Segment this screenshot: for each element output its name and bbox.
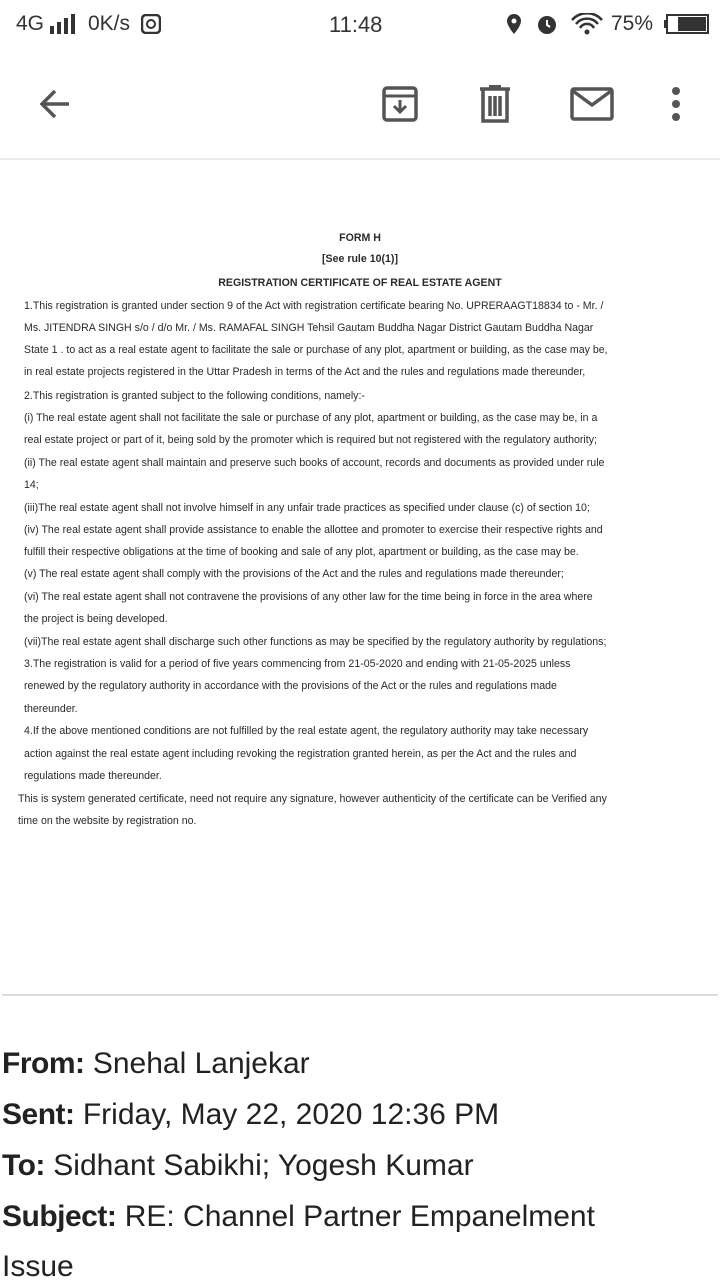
battery-percent: 75%: [611, 12, 654, 35]
certificate-line: thereunder.: [24, 703, 78, 715]
certificate-line: time on the website by registration no.: [18, 815, 197, 827]
sent-value: Friday, May 22, 2020 12:36 PM: [82, 1098, 500, 1131]
email-to: [2, 1149, 474, 1183]
certificate-line: (iv) The real estate agent shall provide assistance to enable the allottee and promoter to exercise their respective rights and: [24, 524, 603, 536]
certificate-line: 1.This registration is granted under section 9 of the Act with registration certificate bearing No. UPRERAAGT18834 to - Mr. /: [24, 300, 604, 312]
sent-label: Sent:: [2, 1098, 75, 1131]
certificate-line: Ms. JITENDRA SINGH s/o / d/o Mr. / Ms. RAMAFAL SINGH Tehsil Gautam Buddha Nagar District Gautam Buddha Nagar: [24, 322, 594, 334]
from-value: Snehal Lanjekar: [92, 1047, 310, 1080]
certificate-line: This is system generated certificate, need not require any signature, however authenticity of the certificate can be Verified any: [18, 793, 607, 805]
to-value: Sidhant Sabikhi; Yogesh Kumar: [53, 1149, 474, 1182]
mail-icon[interactable]: [568, 80, 616, 128]
certificate-line: regulations made thereunder.: [24, 770, 162, 782]
signal-icon: [50, 14, 76, 40]
email-sent: [2, 1098, 499, 1132]
certificate-line: (ii) The real estate agent shall maintain and preserve such books of account, records and documents as provided under rule: [24, 457, 605, 469]
form-title: FORM H: [339, 232, 381, 244]
certificate-line: (vi) The real estate agent shall not contravene the provisions of any other law for the time being in force in the area where: [24, 591, 593, 603]
trash-icon[interactable]: [471, 80, 519, 128]
certificate-line: (v) The real estate agent shall comply with the provisions of the Act and the rules and regulations made thereunder;: [24, 568, 564, 580]
toolbar: [0, 50, 720, 160]
form-subtitle: [See rule 10(1)]: [322, 253, 398, 265]
from-label: From:: [2, 1047, 85, 1080]
email-from: [2, 1047, 310, 1081]
certificate-line: the project is being developed.: [24, 613, 168, 625]
data-saver-icon: [141, 14, 161, 40]
certificate-line: State 1 . to act as a real estate agent to facilitate the sale or purchase of any plot, apartment or building, as the case may be,: [24, 344, 608, 356]
certificate-line: 14;: [24, 479, 39, 491]
clock: 11:48: [329, 12, 383, 37]
form-heading: REGISTRATION CERTIFICATE OF REAL ESTATE AGENT: [218, 277, 502, 289]
certificate-line: 4.If the above mentioned conditions are not fulfilled by the real estate agent, the regulatory authority may take necessary: [24, 725, 589, 737]
certificate-line: (vii)The real estate agent shall discharge such other functions as may be specified by the regulatory authority by regulations;: [24, 636, 607, 648]
certificate-line: 3.The registration is valid for a period of five years commencing from 21-05-2020 and ending with 21-05-2025 unless: [24, 658, 571, 670]
back-arrow-icon[interactable]: [31, 80, 79, 128]
certificate-line: (iii)The real estate agent shall not involve himself in any unfair trade practices as specified under clause (c) of section 10;: [24, 502, 590, 514]
network-type: 4G: [16, 12, 45, 35]
email-subject-continued: Issue: [2, 1250, 74, 1283]
certificate-line: in real estate projects registered in the Uttar Pradesh in terms of the Act and the rules and regulations made thereunder,: [24, 366, 586, 378]
status-bar: [0, 0, 720, 50]
wifi-icon: [570, 13, 604, 41]
to-label: To:: [2, 1149, 45, 1182]
divider: [2, 994, 718, 996]
certificate-line: real estate project or part of it, being sold by the promoter which is required but not registered with the regulatory authority;: [24, 434, 597, 446]
certificate-line: action against the real estate agent including revoking the registration granted herein, as per the Act and the rules and: [24, 748, 577, 760]
subject-value: RE: Channel Partner Empanelment: [124, 1200, 595, 1233]
battery-icon: [664, 14, 710, 40]
more-vert-icon[interactable]: [652, 80, 700, 128]
email-subject: [2, 1200, 595, 1234]
subject-label: Subject:: [2, 1200, 117, 1233]
certificate-line: renewed by the regulatory authority in accordance with the provisions of the Act or the rules and regulations made: [24, 680, 557, 692]
archive-icon[interactable]: [376, 80, 424, 128]
certificate-line: (i) The real estate agent shall not facilitate the sale or purchase of any plot, apartment or building, as the case may be, in a: [24, 412, 598, 424]
certificate-line: fulfill their respective obligations at the time of booking and sale of any plot, apartment or building, as the case may be.: [24, 546, 579, 558]
alarm-icon: [535, 12, 559, 42]
certificate-line: 2.This registration is granted subject to the following conditions, namely:-: [24, 390, 365, 402]
location-icon: [505, 13, 523, 41]
network-speed: 0K/s: [88, 12, 131, 35]
